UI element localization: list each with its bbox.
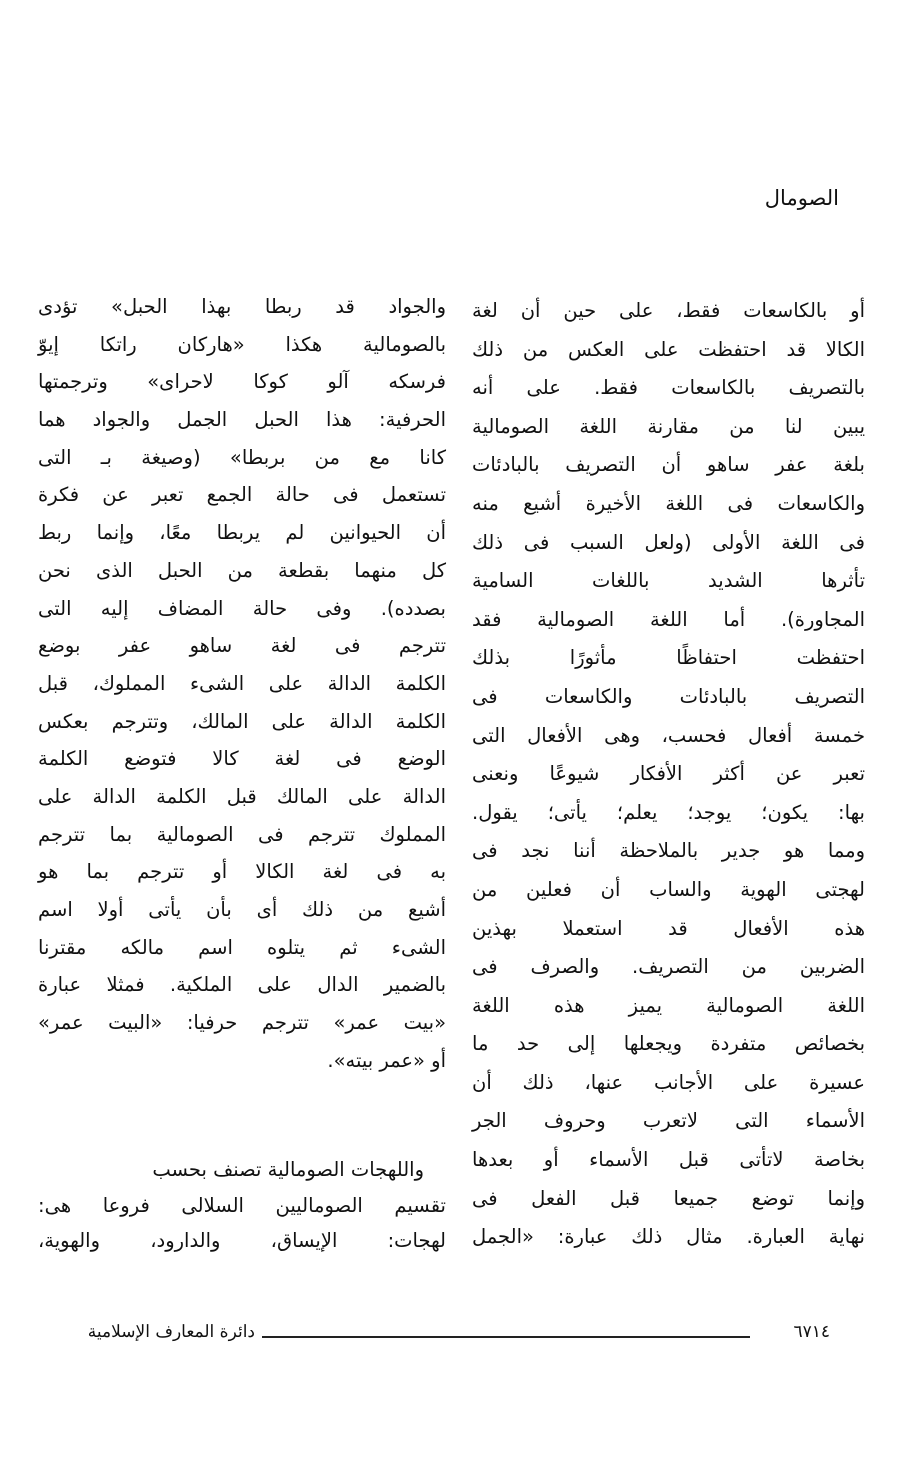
- text-line: المملوك تترجم فى الصومالية بما تترجم: [38, 822, 446, 846]
- text-line: خمسة أفعال فحسب، وهى الأفعال التى: [472, 723, 865, 747]
- text-line: يبين لنا من مقارنة اللغة الصومالية: [472, 414, 865, 438]
- text-line: الدالة على المالك قبل الكلمة الدالة على: [38, 784, 446, 808]
- text-line: به فى لغة الكالا أو تترجم بما هو: [38, 860, 446, 884]
- text-line: المجاورة). أما اللغة الصومالية فقد: [472, 607, 865, 631]
- text-line: اللغة الصومالية يميز هذه اللغة: [472, 993, 865, 1017]
- text-line: تستعمل فى حالة الجمع تعبر عن فكرة: [38, 483, 446, 507]
- text-line: الأسماء التى لاتعرب وحروف الجر: [472, 1109, 865, 1133]
- right-column: [472, 292, 865, 1257]
- text-line: الحرفية: هذا الحبل الجمل والجواد هما: [38, 408, 446, 432]
- text-line: نهاية العبارة. مثال ذلك عبارة: «الجمل: [472, 1225, 865, 1249]
- text-line: الوضع فى لغة كالا فتوضع الكلمة: [38, 747, 446, 771]
- text-line: الكلمة الدالة على المالك، وتترجم بعكس: [38, 709, 446, 733]
- text-line: تأثرها الشديد باللغات السامية: [472, 569, 865, 593]
- text-line: تترجم فى لغة ساهو عفر بوضع: [38, 634, 446, 658]
- text-line: ومما هو جدير بالملاحظة أننا نجد فى: [472, 839, 865, 863]
- text-line: تعبر عن أكثر الأفكار شيوعًا ونعنى: [472, 762, 865, 786]
- text-line: لهجات: الإيساق، والدارود، والهوية،: [38, 1229, 446, 1252]
- text-line: تقسيم الصوماليين السلالى فروعا هى:: [38, 1193, 446, 1217]
- text-line: أن الحيوانين لم يربطا معًا، وإنما ربط: [38, 521, 446, 545]
- running-title: الصومال: [764, 186, 839, 210]
- text-line: والجواد قد ربطا بهذا الحبل» تؤدى: [38, 295, 446, 318]
- text-line: الشىء ثم يتلوه اسم مالكه مقترنا: [38, 935, 446, 959]
- text-line: وإنما توضع جميعا قبل الفعل فى: [472, 1186, 865, 1210]
- text-line: بلغة عفر ساهو أن التصريف بالبادئات: [472, 453, 865, 477]
- text-line: «بيت عمر» تترجم حرفيا: «البيت عمر»: [38, 1011, 446, 1035]
- text-line: كل منهما بقطعة من الحبل الذى نحن: [38, 558, 446, 582]
- text-line: أشيع من ذلك أى بأن يأتى أولا اسم: [38, 898, 446, 921]
- text-line: واللهجات الصومالية تصنف بحسب: [152, 1158, 424, 1181]
- text-line: فى اللغة الأولى (ولعل السبب فى ذلك: [472, 530, 865, 554]
- text-line: بالصومالية هكذا «هاركان راتكا إيوّ: [38, 332, 446, 356]
- text-line: لهجتى الهوية والساب أن فعلين من: [472, 877, 865, 901]
- text-line: أو «عمر بيته».: [327, 1048, 446, 1072]
- left-column-paragraph-2: [38, 1152, 446, 1259]
- text-line: هذه الأفعال قد استعملا بهذين: [472, 916, 865, 940]
- footer-rule: [262, 1336, 750, 1338]
- text-line: الكلمة الدالة على الشىء المملوك، قبل: [38, 671, 446, 695]
- text-line: بالضمير الدال على الملكية. فمثلا عبارة: [38, 973, 446, 997]
- left-column: [38, 288, 446, 1079]
- text-line: كانا مع من بربطا» (وصيغة بـ التى: [38, 445, 446, 469]
- text-line: بالتصريف بالكاسعات فقط. على أنه: [472, 376, 865, 400]
- text-line: عسيرة على الأجانب عنها، ذلك أن: [472, 1070, 865, 1094]
- text-line: بها: يكون؛ يوجد؛ يعلم؛ يأتى؛ يقول.: [472, 800, 865, 824]
- page-number: ٦٧١٤: [793, 1322, 830, 1342]
- text-line: فرسكه آلو كوكا لاحراى» وترجمتها: [38, 370, 446, 394]
- text-line: بصدده). وفى حالة المضاف إليه التى: [38, 596, 446, 620]
- text-line: بخصائص متفردة ويجعلها إلى حد ما: [472, 1032, 865, 1056]
- text-line: الكالا قد احتفظت على العكس من ذلك: [472, 337, 865, 361]
- text-line: أو بالكاسعات فقط، على حين أن لغة: [472, 299, 865, 322]
- text-line: والكاسعات فى اللغة الأخيرة أشيع منه: [472, 491, 865, 515]
- text-line: التصريف بالبادئات والكاسعات فى: [472, 684, 865, 708]
- publication-title: دائرة المعارف الإسلامية: [87, 1322, 255, 1342]
- text-line: احتفظت احتفاظًا مأثورًا بذلك: [472, 646, 865, 670]
- text-line: بخاصة لاتأتى قبل الأسماء أو بعدها: [472, 1148, 865, 1172]
- text-line: الضربين من التصريف. والصرف فى: [472, 955, 865, 979]
